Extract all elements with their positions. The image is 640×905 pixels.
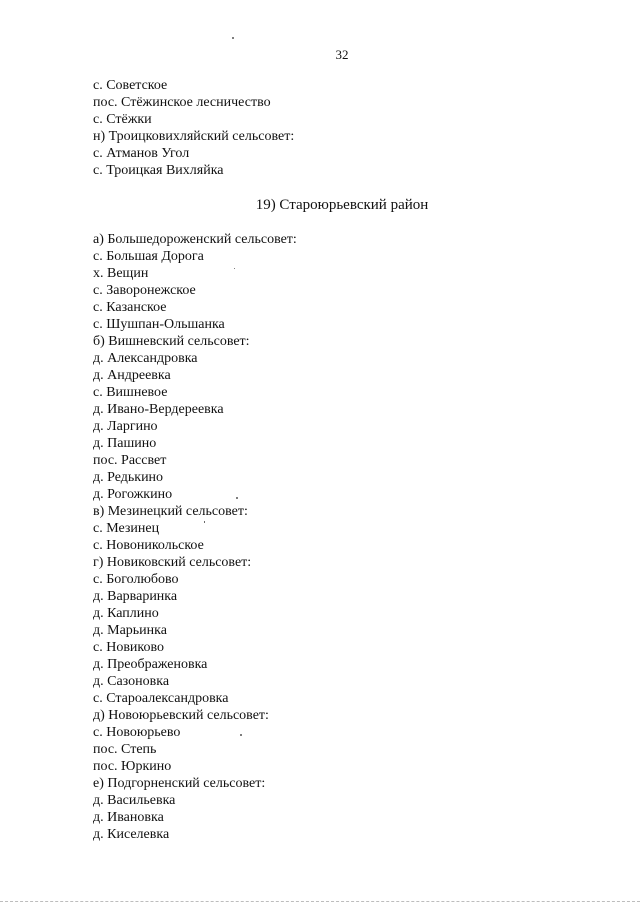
list-item: д. Марьинка <box>93 623 167 638</box>
list-item: д. Редькино <box>93 470 164 485</box>
list-item: д. Васильевка <box>93 793 176 808</box>
list-item: д. Ивановка <box>93 810 164 825</box>
list-item: с. Староалександровка <box>93 691 229 706</box>
list-item: г) Новиковский сельсовет: <box>93 555 252 570</box>
list-item: д. Сазоновка <box>93 674 170 689</box>
list-item: с. Заворонежское <box>93 283 196 298</box>
list-item: д. Андреевка <box>93 368 171 383</box>
settlement-list-continued <box>93 77 294 179</box>
list-item: с. Казанское <box>93 300 167 315</box>
list-item: д. Пашино <box>93 436 157 451</box>
list-item: д. Рогожкино <box>93 487 173 502</box>
scan-speck <box>232 37 234 39</box>
list-item: е) Подгорненский сельсовет: <box>93 776 266 791</box>
list-item: с. Новоюрьево <box>93 725 181 740</box>
list-item: н) Троицковихляйский сельсовет: <box>93 129 295 144</box>
list-item: с. Большая Дорога <box>93 249 204 264</box>
list-item: с. Вишневое <box>93 385 168 400</box>
list-item: с. Новиково <box>93 640 165 655</box>
list-item: д) Новоюрьевский сельсовет: <box>93 708 269 723</box>
list-item: с. Советское <box>93 78 168 93</box>
list-item: с. Стёжки <box>93 112 152 127</box>
page-number: 32 <box>335 47 349 62</box>
list-item: пос. Юркино <box>93 759 172 774</box>
list-item: д. Преображеновка <box>93 657 208 672</box>
list-item: д. Ивано-Вердереевка <box>93 402 224 417</box>
list-item: с. Шушпан-Ольшанка <box>93 317 225 332</box>
list-item: с. Боголюбово <box>93 572 179 587</box>
section-heading: 19) Староюрьевский район <box>255 197 429 213</box>
list-item: с. Мезинец <box>93 521 160 536</box>
list-item: с. Новоникольское <box>93 538 204 553</box>
scan-edge-line <box>0 901 640 902</box>
list-item: в) Мезинецкий сельсовет: <box>93 504 248 519</box>
list-item: а) Большедороженский сельсовет: <box>93 232 297 247</box>
list-item: с. Троицкая Вихляйка <box>93 163 224 178</box>
list-item: х. Вещин <box>93 266 149 281</box>
list-item: пос. Степь <box>93 742 157 757</box>
list-item: д. Каплино <box>93 606 159 621</box>
list-item: с. Атманов Угол <box>93 146 190 161</box>
list-item: д. Киселевка <box>93 827 170 842</box>
list-item: д. Александровка <box>93 351 198 366</box>
list-item: пос. Стёжинское лесничество <box>93 95 271 110</box>
list-item: б) Вишневский сельсовет: <box>93 334 250 349</box>
list-item: д. Ларгино <box>93 419 158 434</box>
list-item: пос. Рассвет <box>93 453 167 468</box>
settlement-list <box>93 231 297 843</box>
list-item: д. Варваринка <box>93 589 178 604</box>
